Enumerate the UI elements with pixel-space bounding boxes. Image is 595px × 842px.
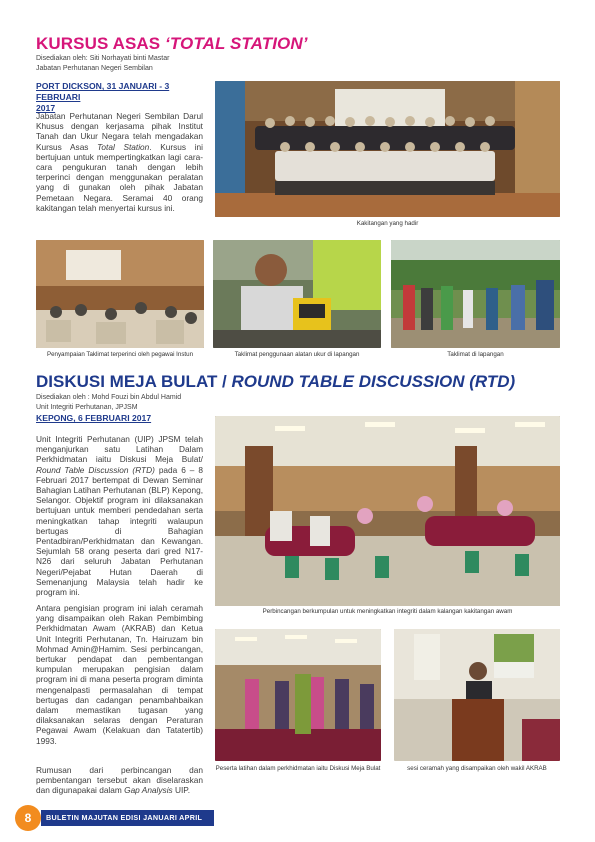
lecture-photo	[36, 240, 204, 348]
page-number: 8	[15, 805, 41, 831]
participants-photo-caption: Peserta latihan dalam perkhidmatan iaitu Diskusi Meja Bulat	[215, 765, 381, 772]
section1-byline	[36, 54, 169, 73]
hall-photo-caption: Perbincangan berkumpulan untuk meningkatkan integriti dalam kalangan kakitangan awam	[262, 608, 513, 615]
speaker-photo-caption: sesi ceramah yang disampaikan oleh wakil AKRAB	[407, 765, 547, 772]
section1-dateline: PORT DICKSON, 31 JANUARI - 3 FEBRUARI 2017	[36, 81, 170, 113]
section2-paragraph-1: Unit Integriti Perhutanan (UIP) JPSM telah menganjurkan satu Latihan Dalam Perkhidmatan iaitu Diskusi Meja Bulat/ Round Table Discussion (RTD) pada 6 – 8 Februari 2017 bertempat di Dewan Seminar Bahagian Latihan Perhutanan (BLP) Kepong, Selangor. Objektif program ini dilaksanakan bertujuan untuk memberi pendedahan serta meningkatkan tahap integriti walaupun bertugas di Bahagian Pentadbiran/Perkhidmatan dan Kewangan. Sejumlah 58 orang peserta dari gred N17-N26 dari seluruh Jabatan Perhutanan Negeri/Pejabat Hutan Daerah di Semenanjung Malaysia telah hadir ke program ini.	[36, 434, 203, 598]
field-photo	[391, 240, 560, 348]
section2-title: DISKUSI MEJA BULAT / ROUND TABLE DISCUSSION (RTD)	[36, 372, 516, 391]
section1-author: Disediakan oleh: Siti Norhayati binti Mastar	[36, 55, 170, 62]
lecture-photo-caption: Penyampaian Taklimat terperinci oleh pegawai Instun	[46, 351, 194, 358]
section2-author: Disediakan oleh : Mohd Fouzi bin Abdul Hamid	[36, 394, 182, 401]
field-photo-caption: Taklimat di lapangan	[447, 351, 504, 358]
hall-photo	[215, 416, 560, 606]
footer-bulletin-bar: BULETIN MAJUTAN EDISI JANUARI APRIL 2017	[41, 810, 214, 826]
section2-dateline: KEPONG, 6 FEBRUARI 2017	[36, 413, 152, 423]
section2-paragraph-3: Rumusan dari perbincangan dan pembentangan tersebut akan diselaraskan dan digunapakai dalam Gap Analysis UIP.	[36, 765, 203, 796]
section2-paragraph-2: Antara pengisian program ini ialah ceramah yang disampaikan oleh Rakan Pembimbing Perkhidmatan Awam (AKRAB) dan Ketua Unit Integriti Perhutanan, Tn. Hairuzam bin Mohmad Amin@Hamim. Sesi perbincangan, bertukar pendapat dan pembentangan kumpulan merupakan pengisian dalam program ini di mana peserta program diminta mengenalpasti permasalahan di tempat bertugas dan cadangan penambahbaikan dalam memastikan tugasan yang dilaksanakan selaras dengan Peraturan Pegawai Awam (Kelakuan dan Tatatertib) 1993.	[36, 603, 203, 746]
group-photo-caption: Kakitangan yang hadir	[356, 220, 419, 227]
group-photo	[215, 81, 560, 217]
section1-title: KURSUS ASAS ‘TOTAL STATION’	[36, 34, 308, 53]
section2-unit: Unit Integriti Perhutanan, JPJSM	[36, 403, 138, 411]
participants-photo	[215, 629, 381, 761]
section1-paragraph: Jabatan Perhutanan Negeri Sembilan Darul Khusus dengan kerjasama pihak Institut Tanah dan Ukur Negara telah mengadakan Kursus Asas Total Station. Kursus ini bertujuan untuk mempertingkatkan lagi cara-cara pengukuran tanah dengan lebih terperinci dengan menggunakan peralatan yang di gunakan oleh pihak Jabatan Pemetaan Negara. Seramai 40 orang kakitangan telah menyertai kursus ini.	[36, 111, 204, 213]
equipment-photo-caption: Taklimat penggunaan alatan ukur di lapangan	[234, 351, 360, 358]
section2-byline	[36, 393, 181, 412]
section1-department: Jabatan Perhutanan Negeri Sembilan	[36, 64, 153, 72]
equipment-photo	[213, 240, 381, 348]
speaker-photo	[394, 629, 560, 761]
